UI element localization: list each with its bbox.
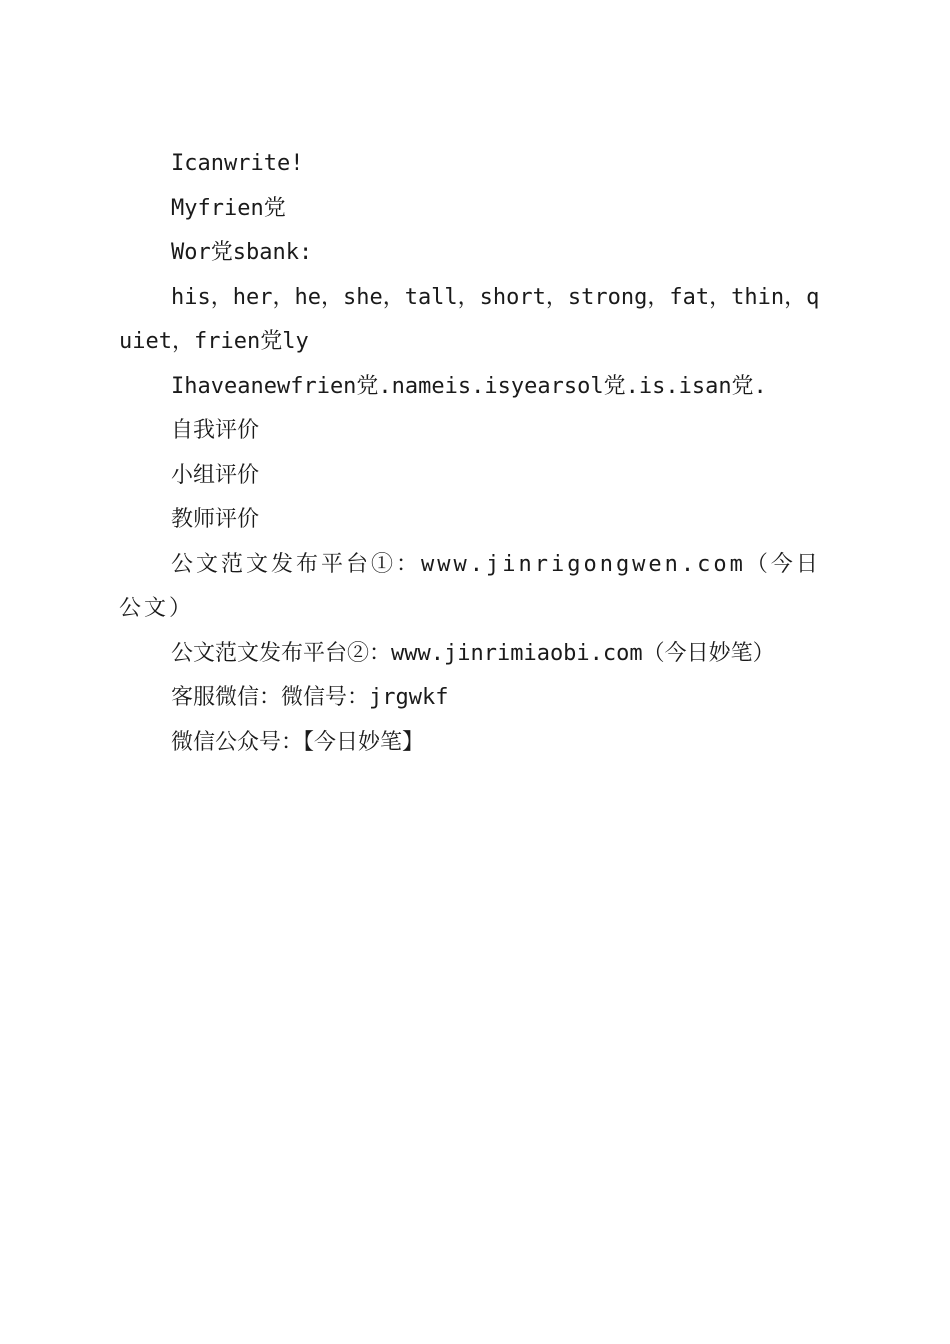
word-bank-list: his，her，he，she，tall，short，strong，fat，thin，quiet，frien党ly bbox=[119, 284, 820, 354]
wechat-official-account: 微信公众号：【今日妙笔】 bbox=[171, 729, 425, 755]
writing-template: Ihaveanewfrien党.nameis.isyearsol党.is.isan党. bbox=[171, 373, 767, 399]
word-bank-label: Wor党sbank: bbox=[171, 240, 313, 265]
group-evaluation: 小组评价 bbox=[171, 462, 260, 488]
platform-link-2: 公文范文发布平台②：www.jinrimiaobi.com（今日妙笔） bbox=[171, 640, 775, 666]
customer-service-wechat: 客服微信：微信号：jrgwkf bbox=[171, 685, 449, 710]
document-body bbox=[119, 142, 831, 765]
platform-link-1: 公文范文发布平台①：www.jinrigongwen.com（今日公文） bbox=[119, 551, 821, 621]
topic-my-friend: Myfrien党 bbox=[171, 195, 286, 221]
teacher-evaluation: 教师评价 bbox=[171, 507, 260, 532]
heading-i-can-write: Icanwrite! bbox=[171, 151, 304, 176]
self-evaluation: 自我评价 bbox=[171, 418, 260, 443]
